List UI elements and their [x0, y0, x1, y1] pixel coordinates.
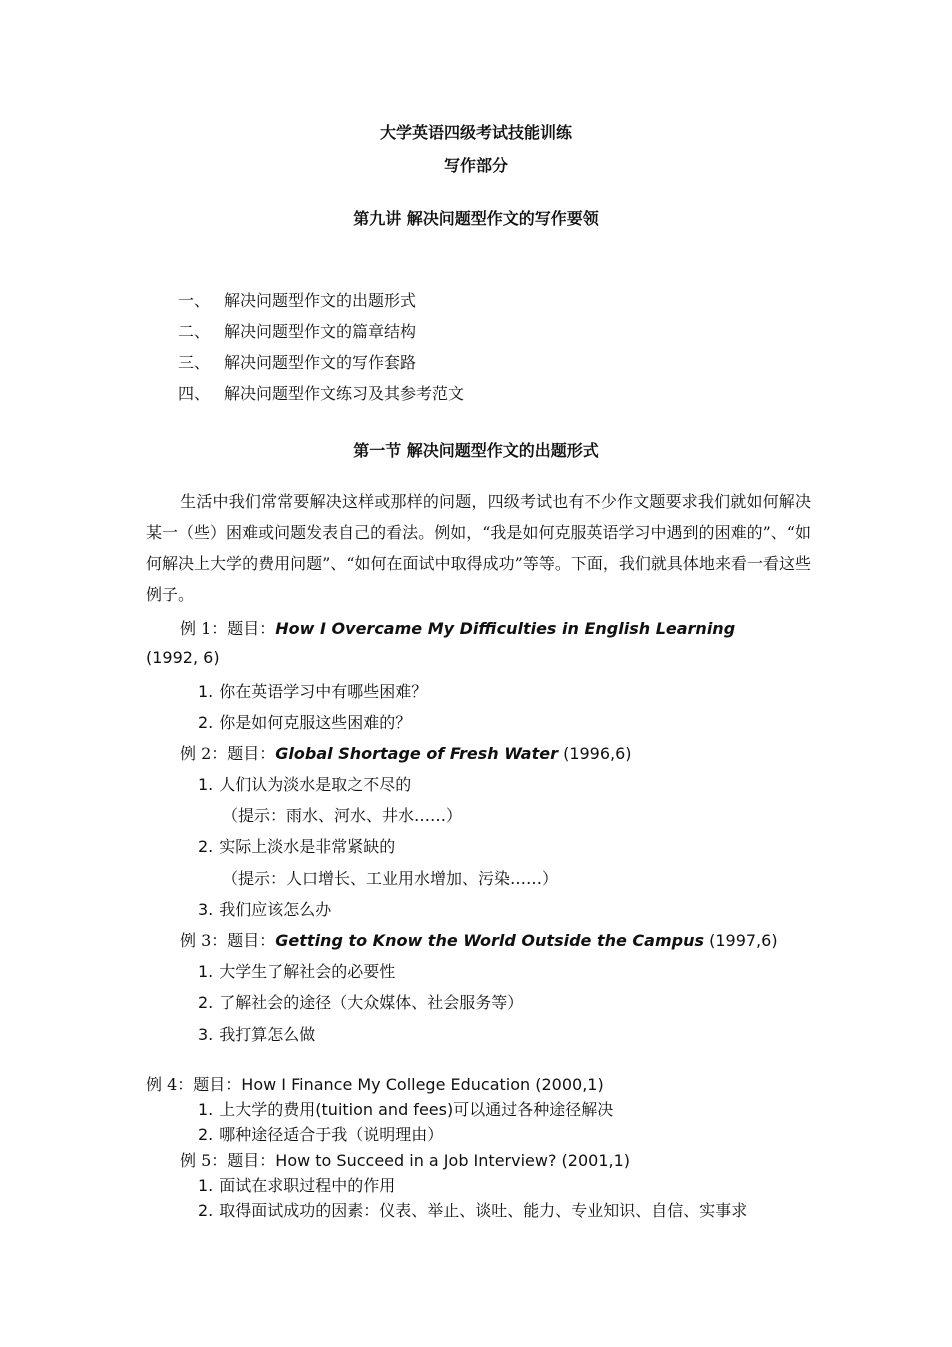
list-item — [198, 959, 395, 982]
item-number: 2. — [198, 1201, 214, 1220]
item-number: 2. — [198, 713, 214, 732]
document-subtitle: 写作部分 — [443, 156, 508, 175]
toc-item — [178, 378, 464, 409]
example-prefix: 例 2：题目： — [180, 744, 276, 763]
toc-item-text: 解决问题型作文的篇章结构 — [224, 322, 417, 341]
toc-item-number: 二、 — [178, 322, 211, 341]
item-text: 哪种途径适合于我（说明理由） — [219, 1125, 444, 1144]
toc-item — [178, 285, 464, 316]
example-title: Global Shortage of Fresh Water — [275, 744, 558, 763]
list-item — [198, 772, 411, 795]
example-2-heading — [180, 741, 632, 764]
item-number: 2. — [198, 993, 214, 1012]
list-item — [198, 679, 427, 702]
example-title: Getting to Know the World Outside the Campus — [275, 931, 704, 950]
item-number: 2. — [198, 1125, 214, 1144]
intro-paragraph — [146, 486, 811, 610]
item-text: 人们认为淡水是取之不尽的 — [219, 775, 412, 794]
item-text: 面试在求职过程中的作用 — [219, 1176, 396, 1195]
item-number: 2. — [198, 837, 214, 856]
toc-item-text: 解决问题型作文练习及其参考范文 — [224, 384, 465, 403]
example-prefix: 例 1：题目： — [180, 619, 276, 638]
list-item-hint: （提示：人口增长、工业用水增加、污染……） — [222, 869, 559, 888]
example-prefix: 例 5：题目： — [180, 1151, 276, 1170]
item-text-english: (tuition and fees) — [315, 1100, 454, 1119]
list-item — [198, 990, 523, 1013]
item-number: 3. — [198, 1025, 214, 1044]
example-title: How I Finance My College Education (2000,1) — [241, 1075, 604, 1094]
item-text: 大学生了解社会的必要性 — [219, 962, 396, 981]
list-item — [198, 1122, 443, 1145]
example-3-heading — [180, 928, 778, 951]
example-year: (1996,6) — [563, 744, 632, 763]
item-text: 你在英语学习中有哪些困难？ — [219, 682, 428, 701]
toc-item-text: 解决问题型作文的写作套路 — [224, 353, 417, 372]
list-item — [198, 1097, 613, 1120]
example-1-heading — [180, 616, 735, 639]
list-item — [198, 1198, 747, 1221]
toc-item-number: 三、 — [178, 353, 211, 372]
item-number: 1. — [198, 682, 214, 701]
toc-item-text: 解决问题型作文的出题形式 — [224, 291, 417, 310]
example-1-year: (1992, 6) — [146, 648, 220, 667]
section-heading: 第一节 解决问题型作文的出题形式 — [353, 441, 599, 460]
list-item — [198, 897, 331, 920]
item-text: 了解社会的途径（大众媒体、社会服务等） — [219, 993, 524, 1012]
toc-list — [178, 285, 464, 409]
toc-item — [178, 347, 464, 378]
toc-item-number: 一、 — [178, 291, 211, 310]
item-number: 1. — [198, 962, 214, 981]
example-prefix: 例 4：题目： — [146, 1075, 242, 1094]
toc-item-number: 四、 — [178, 384, 211, 403]
example-year: (1997,6) — [709, 931, 778, 950]
example-5-heading — [180, 1148, 630, 1171]
item-number: 1. — [198, 1176, 214, 1195]
list-item — [198, 1173, 395, 1196]
item-text: 可以通过各种途径解决 — [453, 1100, 614, 1119]
item-text: 上大学的费用 — [219, 1100, 316, 1119]
lecture-heading: 第九讲 解决问题型作文的写作要领 — [353, 209, 599, 228]
example-title: How I Overcame My Difficulties in English Learning — [275, 619, 736, 638]
item-number: 1. — [198, 1100, 214, 1119]
example-prefix: 例 3：题目： — [180, 931, 276, 950]
item-text: 我们应该怎么办 — [219, 900, 332, 919]
item-number: 3. — [198, 900, 214, 919]
list-item — [198, 710, 411, 733]
item-text: 实际上淡水是非常紧缺的 — [219, 837, 396, 856]
list-item — [198, 1022, 315, 1045]
toc-item — [178, 316, 464, 347]
list-item — [198, 834, 395, 857]
item-text: 你是如何克服这些困难的？ — [219, 713, 412, 732]
example-title: How to Succeed in a Job Interview? (2001,1) — [275, 1151, 630, 1170]
document-title: 大学英语四级考试技能训练 — [379, 123, 572, 142]
item-text: 取得面试成功的因素：仪表、举止、谈吐、能力、专业知识、自信、实事求 — [219, 1201, 748, 1220]
list-item-hint: （提示：雨水、河水、井水……） — [222, 806, 463, 825]
example-4-heading — [146, 1072, 604, 1095]
intro-text: 生活中我们常常要解决这样或那样的问题，四级考试也有不少作文题要求我们就如何解决某一（些）困难或问题发表自己的看法。例如，“我是如何克服英语学习中遇到的困难的”、“如何解决上大学的费用问题”、“如何在面试中取得成功”等等。下面，我们就具体地来看一看这些例子。 — [146, 492, 811, 604]
item-text: 我打算怎么做 — [219, 1025, 316, 1044]
item-number: 1. — [198, 775, 214, 794]
